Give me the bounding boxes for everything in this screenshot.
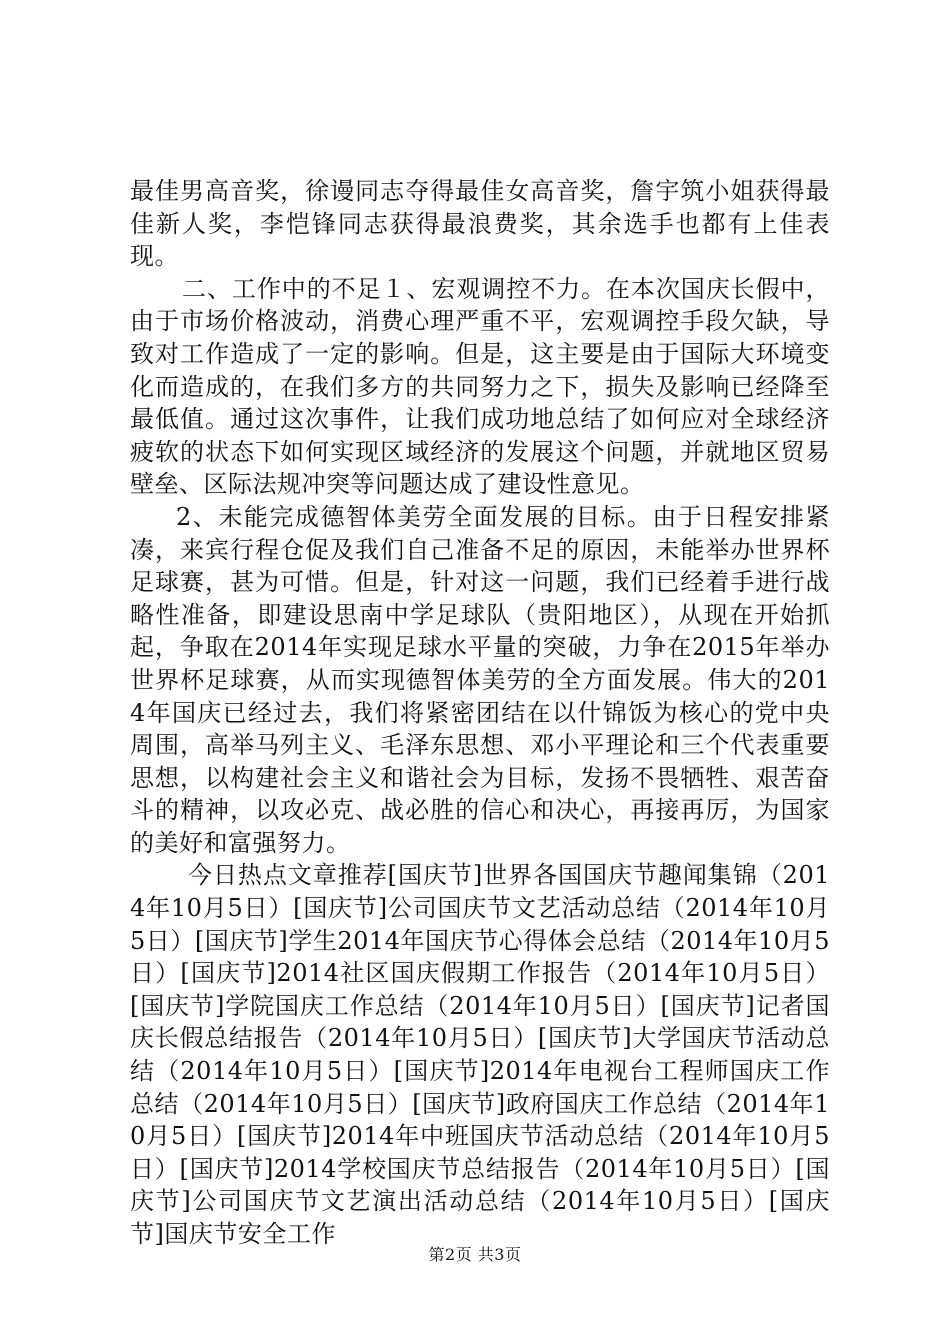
paragraph-awards: 最佳男高音奖，徐谩同志夺得最佳女高音奖，詹宇筑小姐获得最佳新人奖，李恺锋同志获得最浪费奖，其余选手也都有上佳表现。 [130, 177, 830, 271]
paragraph-recommended-articles: 今日热点文章推荐[国庆节]世界各国国庆节趣闻集锦（2014年10月5日）[国庆节]公司国庆节文艺活动总结（2014年10月5日）[国庆节]学生2014年国庆节心得体会总结（2014年10月5日）[国庆节]2014社区国庆假期工作报告（2014年10月5日）[国庆节]学院国庆工作总结（2014年10月5日）[国庆节]记者国庆长假总结报告（2014年10月5日）[国庆节]大学国庆节活动总结（2014年10月5日）[国庆节]2014年电视台工程师国庆工作总结（2014年10月5日）[国庆节]政府国庆工作总结（2014年10月5日）[国庆节]2014年中班国庆节活动总结（2014年10月5日）[国庆节]2014学校国庆节总结报告（2014年10月5日）[国庆节]公司国庆节文艺演出活动总结（2014年10月5日）[国庆节]国庆节安全工作 [130, 861, 830, 1248]
paragraph-shortcomings: 二、工作中的不足１、宏观调控不力。在本次国庆长假中，由于市场价格波动，消费心理严重不平，宏观调控手段欠缺，导致对工作造成了一定的影响。但是，这主要是由于国际大环境变化而造成的，在我们多方的共同努力之下，损失及影响已经降至最低值。通过这次事件，让我们成功地总结了如何应对全球经济疲软的状态下如何实现区域经济的发展这个问题，并就地区贸易壁垒、区际法规冲突等问题达成了建设性意见。 [130, 274, 830, 499]
document-body [130, 175, 830, 1251]
paragraph-development-goal: 2、未能完成德智体美劳全面发展的目标。由于日程安排紧凑，来宾行程仓促及我们自己准备不足的原因，未能举办世界杯足球赛，甚为可惜。但是，针对这一问题，我们已经着手进行战略性准备，即建设思南中学足球队（贵阳地区），从现在开始抓起，争取在2014年实现足球水平量的突破，力争在2015年举办世界杯足球赛，从而实现德智体美劳的全方面发展。伟大的2014年国庆已经过去，我们将紧密团结在以什锦饭为核心的党中央周围，高举马列主义、毛泽东思想、邓小平理论和三个代表重要思想，以构建社会主义和谐社会为目标，发扬不畏牺牲、艰苦奋斗的精神，以攻必克、战必胜的信心和决心，再接再厉，为国家的美好和富强努力。 [130, 502, 830, 857]
page-footer: 第2页 共3页 [428, 1245, 522, 1264]
